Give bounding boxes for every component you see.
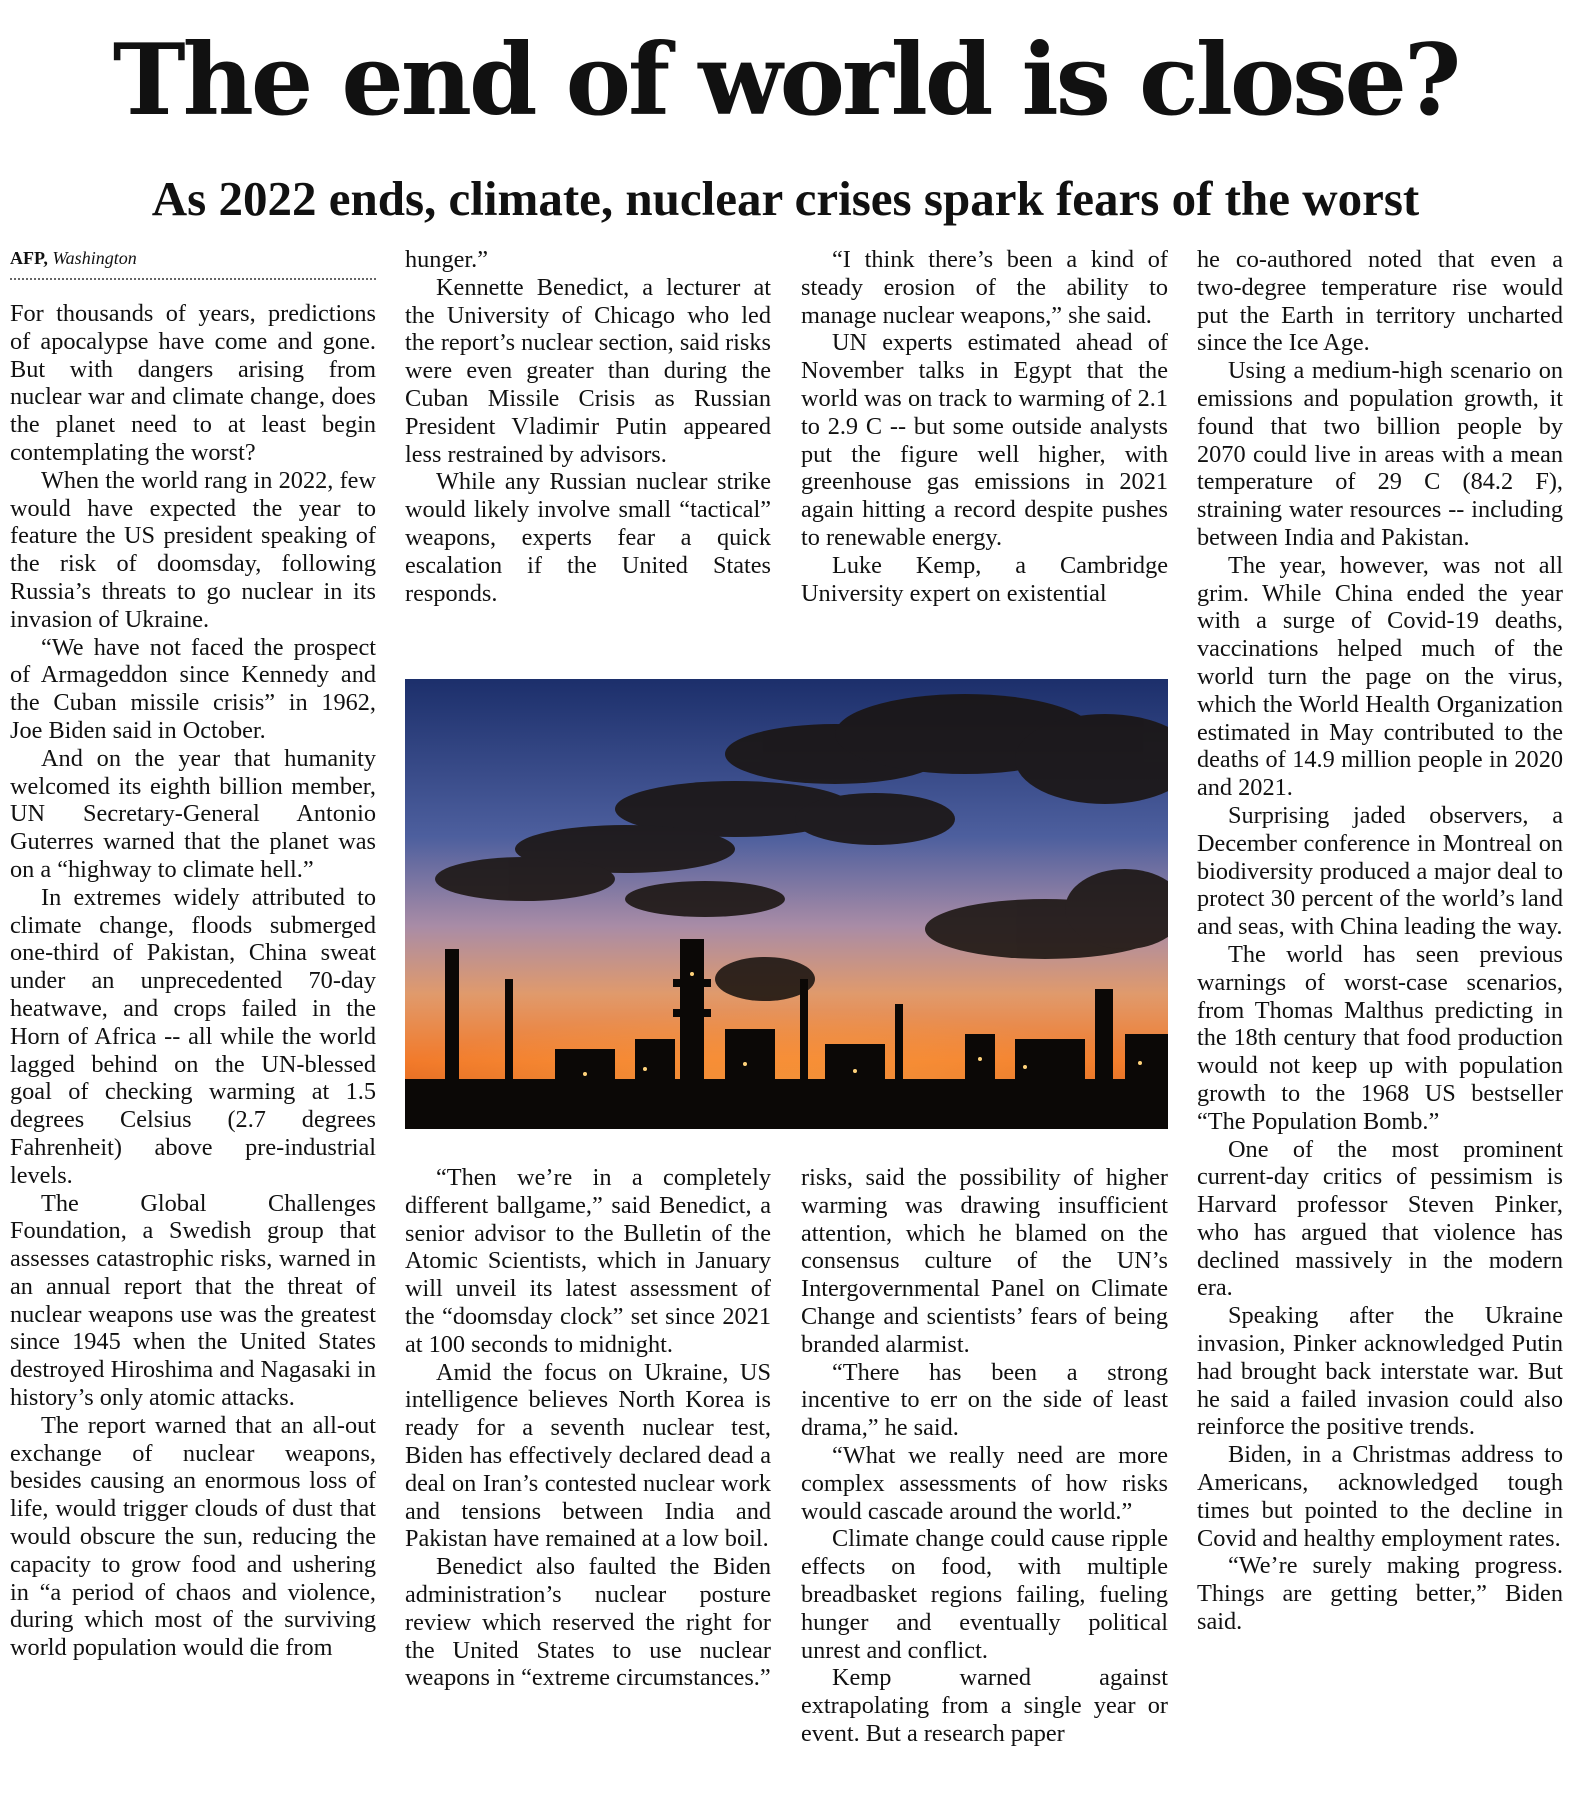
refinery-sunset-photo	[405, 679, 1168, 1129]
paragraph: hunger.”	[405, 246, 488, 273]
paragraph: Amid the focus on Ukraine, US intelligence believes North Korea is ready for a seventh nuclear test, Biden has effectively declared dead a deal on Iran’s contested nuclear work and tensions between India and Pakistan have remained at a low boil.	[405, 1358, 771, 1553]
paragraph: The report warned that an all-out exchange of nuclear weapons, besides causing an enormous loss of life, would trigger clouds of dust that would obscure the sun, reducing the capacity to grow food and ushering in “a period of chaos and violence, during which most of the surviving world population would die from	[10, 1411, 376, 1662]
byline	[10, 248, 376, 280]
article-column-3-bottom	[801, 1164, 1168, 1748]
paragraph: Luke Kemp, a Cambridge University expert on existential	[801, 551, 1168, 607]
paragraph: Climate change could cause ripple effects on food, with multiple breadbasket regions failing, fueling hunger and eventually political unrest and conflict.	[801, 1525, 1168, 1664]
paragraph: Speaking after the Ukraine invasion, Pinker acknowledged Putin had brought back interstate war. But he said a failed invasion could also reinforce the positive trends.	[1197, 1302, 1563, 1441]
paragraph: Kennette Benedict, a lecturer at the University of Chicago who led the report’s nuclear section, said risks were even greater than during the Cuban Missile Crisis as Russian President Vladimir Putin appeared less restrained by advisors.	[405, 273, 771, 468]
paragraph: “We’re surely making progress. Things are getting better,” Biden said.	[1197, 1552, 1563, 1636]
paragraph: While any Russian nuclear strike would likely involve small “tactical” weapons, experts fear a quick escalation if the United States responds.	[405, 468, 771, 607]
paragraph: he co-authored noted that even a two-degree temperature rise would put the Earth in territory uncharted since the Ice Age.	[1197, 246, 1563, 357]
paragraph: “Then we’re in a completely different ballgame,” said Benedict, a senior advisor to the Bulletin of the Atomic Scientists, which in January will unveil its latest assessment of the “doomsday clock” set since 2021 at 100 seconds to midnight.	[405, 1164, 771, 1358]
paragraph: Using a medium-high scenario on emissions and population growth, it found that two billion people by 2070 could live in areas with a mean temperature of 29 C (84.2 F), straining water resources -- including between India and Pakistan.	[1197, 357, 1563, 551]
paragraph: Biden, in a Christmas address to Americans, acknowledged tough times but pointed to the decline in Covid and healthy employment rates.	[1197, 1441, 1563, 1552]
paragraph: For thousands of years, predictions of apocalypse have come and gone. But with dangers arising from nuclear war and climate change, does the planet need to at least begin contemplating the worst?	[10, 300, 376, 466]
paragraph: Kemp warned against extrapolating from a single year or event. But a research paper	[801, 1664, 1168, 1747]
paragraph: Surprising jaded observers, a December conference in Montreal on biodiversity produced a major deal to protect 30 percent of the world’s land and seas, with China leading the way.	[1197, 801, 1563, 941]
paragraph: UN experts estimated ahead of November talks in Egypt that the world was on track to warming of 2.1 to 2.9 C -- but some outside analysts put the figure well higher, with greenhouse gas emissions in 2021 again hitting a record despite pushes to renewable energy.	[801, 329, 1168, 551]
paragraph: “What we really need are more complex assessments of how risks would cascade around the world.”	[801, 1441, 1168, 1525]
byline-agency: AFP,	[10, 248, 48, 268]
paragraph: The year, however, was not all grim. While China ended the year with a surge of Covid-19 deaths, vaccinations helped much of the world turn the page on the virus, which the World Health Organization estimated in May contributed to the deaths of 14.9 million people in 2020 and 2021.	[1197, 551, 1563, 802]
paragraph: “There has been a strong incentive to err on the side of least drama,” he said.	[801, 1358, 1168, 1442]
paragraph: And on the year that humanity welcomed its eighth billion member, UN Secretary-General Antonio Guterres warned that the planet was on a “highway to climate hell.”	[10, 744, 376, 883]
paragraph: When the world rang in 2022, few would have expected the year to feature the US president speaking of the risk of doomsday, following Russia’s threats to go nuclear in its invasion of Ukraine.	[10, 466, 376, 633]
paragraph: “We have not faced the prospect of Armageddon since Kennedy and the Cuban missile crisis” in 1962, Joe Biden said in October.	[10, 633, 376, 744]
paragraph: One of the most prominent current-day critics of pessimism is Harvard professor Steven Pinker, who has argued that violence has declined massively in the modern era.	[1197, 1135, 1563, 1302]
article-column-2-bottom	[405, 1164, 771, 1692]
paragraph: risks, said the possibility of higher warming was drawing insufficient attention, which he blamed on the consensus culture of the UN’s Intergovernmental Panel on Climate Change and scientists’ fears of being branded alarmist.	[801, 1164, 1168, 1358]
article-column-3-top	[801, 246, 1168, 607]
paragraph: “I think there’s been a kind of steady erosion of the ability to manage nuclear weapons,” she said.	[801, 246, 1168, 329]
byline-place: Washington	[52, 248, 137, 268]
paragraph: The Global Challenges Foundation, a Swedish group that assesses catastrophic risks, warned in an annual report that the threat of nuclear weapons use was the greatest since 1945 when the United States destroyed Hiroshima and Nagasaki in history’s only atomic attacks.	[10, 1189, 376, 1412]
subheadline: As 2022 ends, climate, nuclear crises spark fears of the worst	[151, 171, 1420, 226]
headline: The end of world is close?	[112, 23, 1459, 138]
paragraph: Benedict also faulted the Biden administration’s nuclear posture review which reserved the right for the United States to use nuclear weapons in “extreme circumstances.”	[405, 1553, 771, 1692]
paragraph: The world has seen previous warnings of worst-case scenarios, from Thomas Malthus predicting in the 18th century that food production would not keep up with population growth to the 1968 US bestseller “The Population Bomb.”	[1197, 940, 1563, 1135]
article-column-1	[10, 300, 376, 1662]
paragraph: In extremes widely attributed to climate change, floods submerged one-third of Pakistan, China sweat under an unprecedented 70-day heatwave, and crops failed in the Horn of Africa -- all while the world lagged behind on the UN-blessed goal of checking warming at 1.5 degrees Celsius (2.7 degrees Fahrenheit) above pre-industrial levels.	[10, 883, 376, 1189]
article-column-4	[1197, 246, 1563, 1636]
article-column-2-top	[405, 246, 771, 607]
